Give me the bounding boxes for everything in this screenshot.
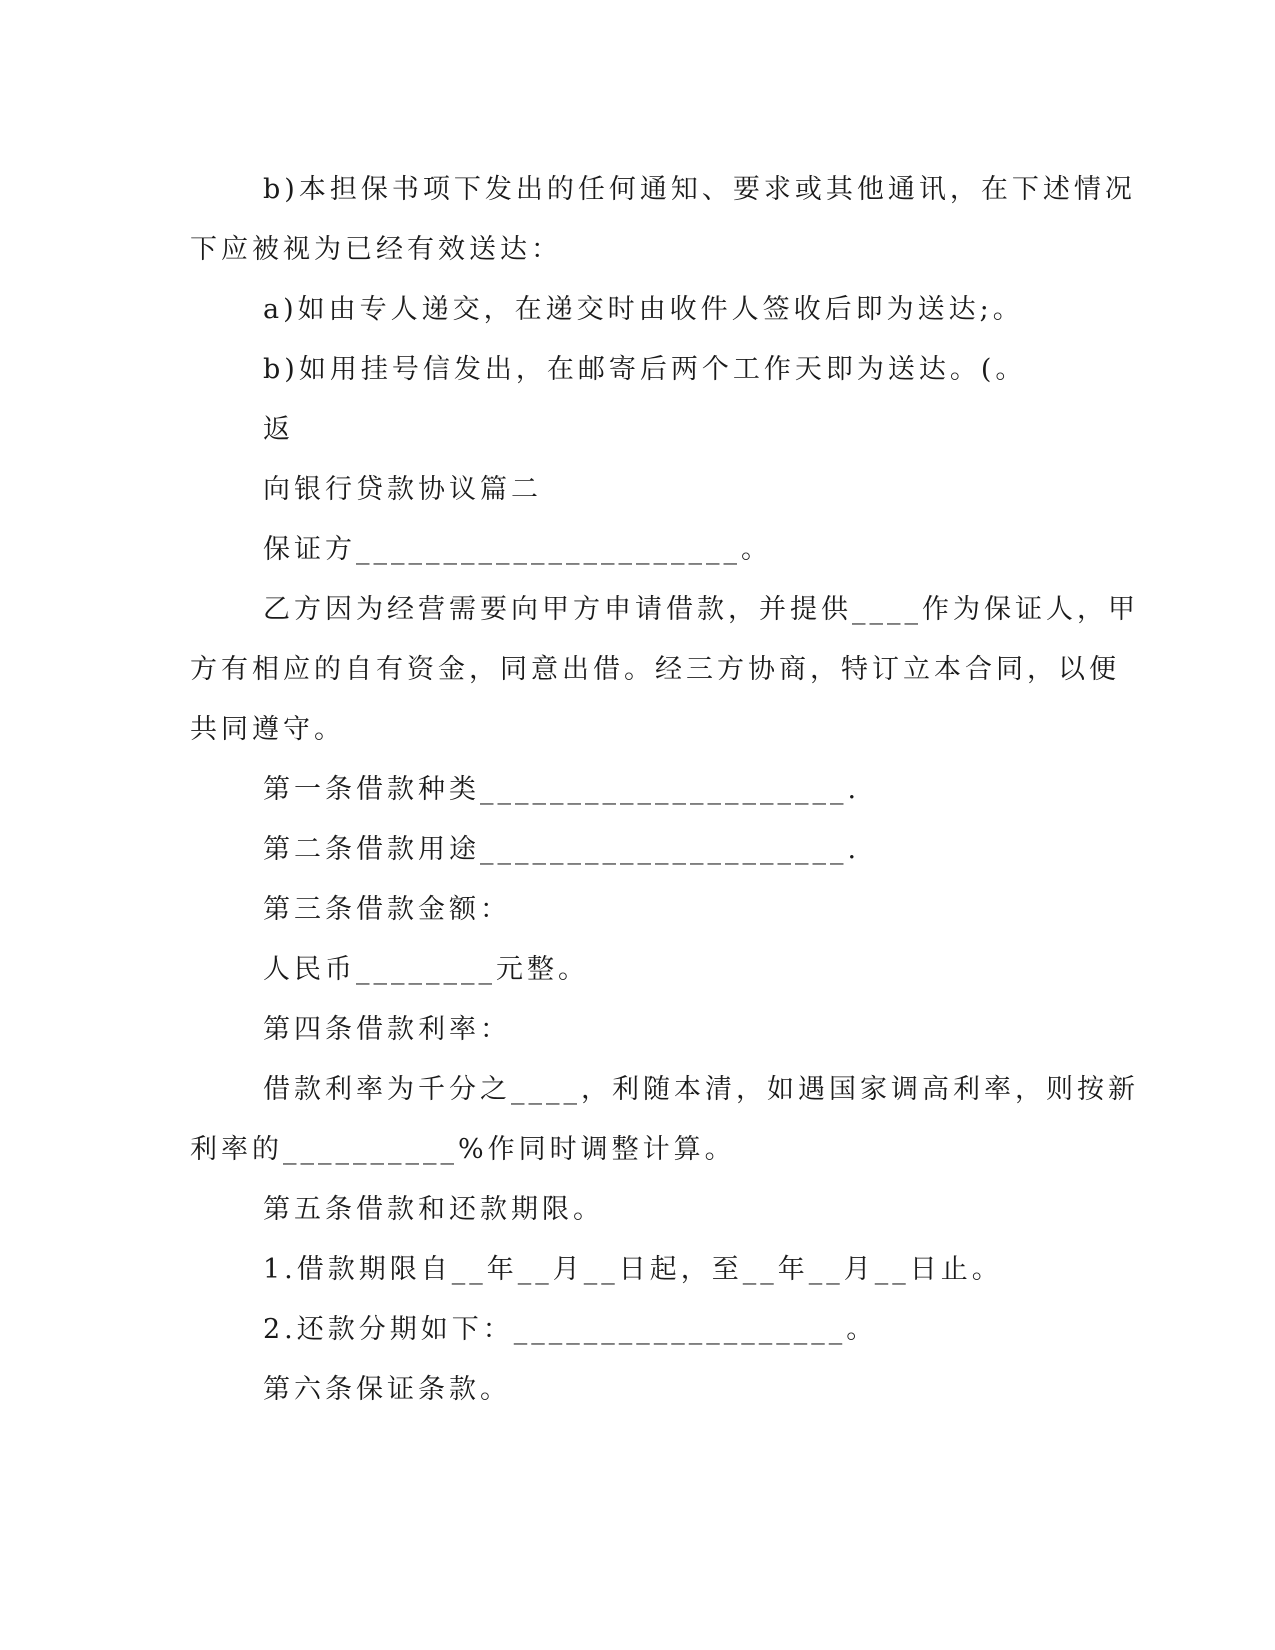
paragraph-line: a)如由专人递交，在递交时由收件人签收后即为送达;。 — [263, 294, 1024, 325]
clause-line: 第三条借款金额： — [263, 894, 511, 925]
clause-line: 第二条借款用途_____________________. — [263, 834, 861, 865]
paragraph-line: 利率的__________%作同时调整计算。 — [190, 1134, 736, 1165]
paragraph-line: 2.还款分期如下：___________________。 — [263, 1314, 878, 1345]
paragraph-line: 下应被视为已经有效送达： — [190, 234, 562, 265]
paragraph-line: 1.借款期限自__年__月__日起，至__年__月__日止。 — [263, 1254, 1003, 1285]
clause-line: 第一条借款种类_____________________. — [263, 774, 861, 805]
paragraph-line: 人民币________元整。 — [263, 954, 589, 985]
paragraph-line: 保证方______________________。 — [263, 534, 772, 565]
clause-line: 第五条借款和还款期限。 — [263, 1194, 604, 1225]
clause-line: 第四条借款利率： — [263, 1014, 511, 1045]
paragraph-line: 借款利率为千分之____，利随本清，如遇国家调高利率，则按新 — [263, 1074, 1139, 1105]
paragraph-line: b)如用挂号信发出，在邮寄后两个工作天即为送达。(。 — [263, 354, 1027, 385]
paragraph-line: 乙方因为经营需要向甲方申请借款，并提供____作为保证人，甲 — [263, 594, 1139, 625]
paragraph-line: 共同遵守。 — [190, 714, 345, 745]
clause-line: 第六条保证条款。 — [263, 1374, 511, 1405]
document-body — [190, 160, 1139, 1420]
paragraph-line: b)本担保书项下发出的任何通知、要求或其他通讯，在下述情况 — [263, 174, 1136, 205]
paragraph-line: 返 — [263, 414, 294, 445]
paragraph-line: 方有相应的自有资金，同意出借。经三方协商，特订立本合同，以便 — [190, 654, 1120, 685]
section-title: 向银行贷款协议篇二 — [263, 474, 542, 505]
